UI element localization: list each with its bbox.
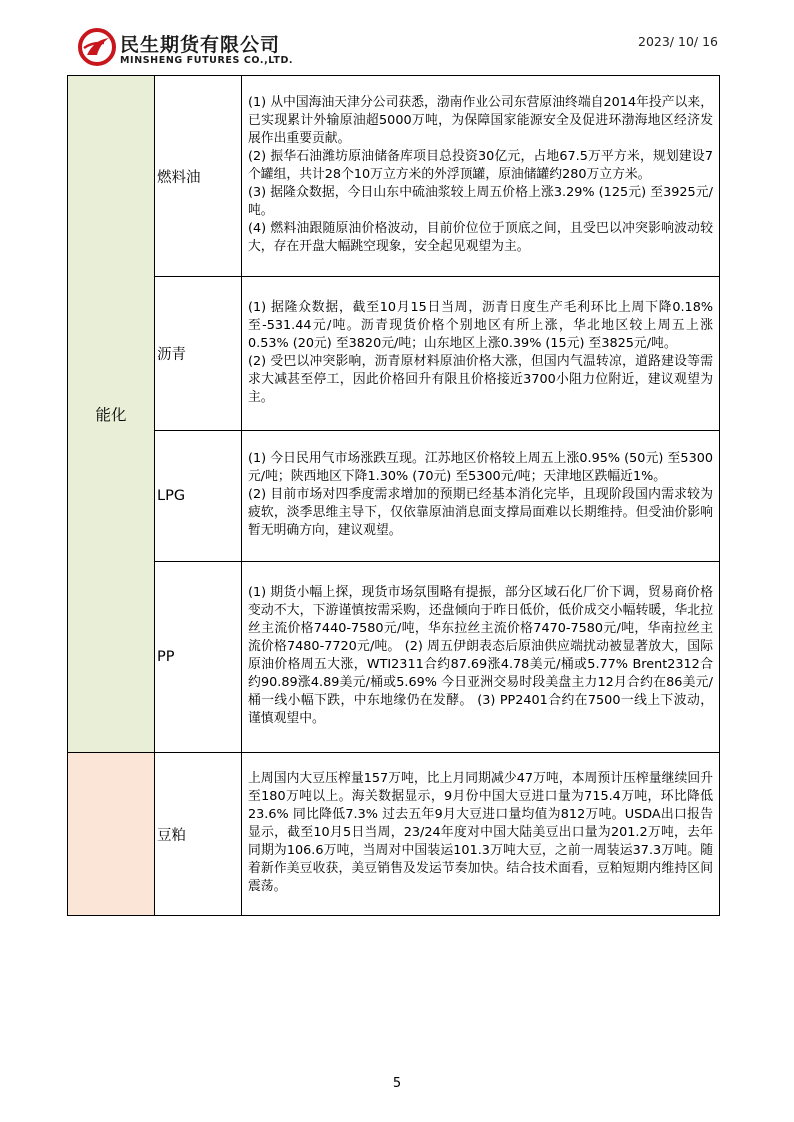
company-logo xyxy=(78,28,318,68)
table-row xyxy=(68,431,720,562)
page-number: 5 xyxy=(392,1076,402,1091)
product-name: 豆粕 xyxy=(155,753,242,916)
logo-english-name: MINSHENG FUTURES CO.,LTD. xyxy=(120,55,294,66)
table-row xyxy=(68,562,720,753)
commentary-cell xyxy=(242,277,720,431)
commentary-cell xyxy=(242,562,720,753)
commentary-paragraph: (1) 据隆众数据，截至10月15日当周，沥青日度生产毛利环比上周下降0.18%至-531.44元/吨。沥青现货价格个别地区有所上涨，华北地区较上周五上涨0.53% (20元) 至3820元/吨；山东地区上涨0.39% (15元) 至3825元/吨。 xyxy=(248,299,713,351)
sector-cell-energy: 能化 xyxy=(68,76,155,753)
sector-cell-agri xyxy=(68,753,155,916)
commentary-paragraph: (2) 受巴以冲突影响，沥青原材料原油价格大涨，但国内气温转凉，道路建设等需求大减甚至停工，因此价格回升有限且价格接近3700小阻力位附近，建议观望为主。 xyxy=(248,353,713,405)
product-name: 燃料油 xyxy=(155,76,242,277)
commentary-paragraph: (3) 据隆众数据，今日山东中硫油浆较上周五价格上涨3.29% (125元) 至3925元/吨。 xyxy=(248,185,713,218)
commentary-paragraph: (4) 燃料油跟随原油价格波动，目前价位位于顶底之间，且受巴以冲突影响波动较大，存在开盘大幅跳空现象，安全起见观望为主。 xyxy=(248,221,713,254)
minsheng-logo-icon xyxy=(78,28,116,66)
commodity-commentary-table xyxy=(67,75,720,916)
commentary-paragraph: (1) 从中国海油天津分公司获悉，渤南作业公司东营原油终端自2014年投产以来，已实现累计外输原油超5000万吨，为保障国家能源安全及促进环渤海地区经济发展作出重要贡献。 xyxy=(248,95,713,146)
commentary-paragraph: (2) 振华石油潍坊原油储备库项目总投资30亿元，占地67.5万平方米，规划建设7个罐组，共计28个10万立方米的外浮顶罐，原油储罐约280万立方米。 xyxy=(248,149,713,182)
commentary-paragraph: 上周国内大豆压榨量157万吨，比上月同期减少47万吨，本周预计压榨量继续回升至180万吨以上。海关数据显示，9月份中国大豆进口量为715.4万吨，环比降低23.6% 同比降低7.3% 过去五年9月大豆进口量均值为812万吨。USDA出口报告显示，截至10月5日当周，23/24年度对中国大陆美豆出口量为201.2万吨，去年同期为106.6万吨，当周对中国装运101.3万吨大豆，之前一周装运37.3万吨。随着新作美豆收获，美豆销售及发运节奏加快。结合技术面看，豆粕短期内维持区间震荡。 xyxy=(248,771,713,894)
commentary-cell xyxy=(242,431,720,562)
commentary-cell xyxy=(242,76,720,277)
product-name: 沥青 xyxy=(155,277,242,431)
commentary-paragraph: (1) 期货小幅上探，现货市场氛围略有提振，部分区域石化厂价下调，贸易商价格变动不大，下游谨慎按需采购，还盘倾向于昨日低价，低价成交小幅转暖，华北拉丝主流价格7440-7580元/吨，华东拉丝主流价格7470-7580元/吨，华南拉丝主流价格7480-7720元/吨。 (2) 周五伊朗表态后原油供应端扰动被显著放大，国际原油价格周五大涨，WTI2311合约87.69涨4.78美元/桶或5.77% Brent2312合约90.89涨4.89美元/桶或5.69% 今日亚洲交易时段美盘主力12月合约在86美元/桶一线小幅下跌，中东地缘仍在发酵。 (3) PP2401合约在7500一线上下波动，谨慎观望中。 xyxy=(248,585,713,726)
product-name: LPG xyxy=(155,431,242,562)
page-header xyxy=(0,0,794,70)
table-row xyxy=(68,753,720,916)
commentary-paragraph: (2) 目前市场对四季度需求增加的预期已经基本消化完毕，且现阶段国内需求较为疲软，淡季思维主导下，仅依靠原油消息面支撑局面难以长期维持。但受油价影响暂无明确方向，建议观望。 xyxy=(248,487,713,538)
logo-chinese-name: 民生期货有限公司 xyxy=(120,34,281,56)
commentary-paragraph: (1) 今日民用气市场涨跌互现。江苏地区价格较上周五上涨0.95% (50元) 至5300元/吨；陕西地区下降1.30% (70元) 至5300元/吨；天津地区跌幅近1%。 xyxy=(248,451,713,484)
commentary-cell xyxy=(242,753,720,916)
table-row xyxy=(68,76,720,277)
report-date: 2023/ 10/ 16 xyxy=(638,34,718,49)
table-row xyxy=(68,277,720,431)
product-name: PP xyxy=(155,562,242,753)
